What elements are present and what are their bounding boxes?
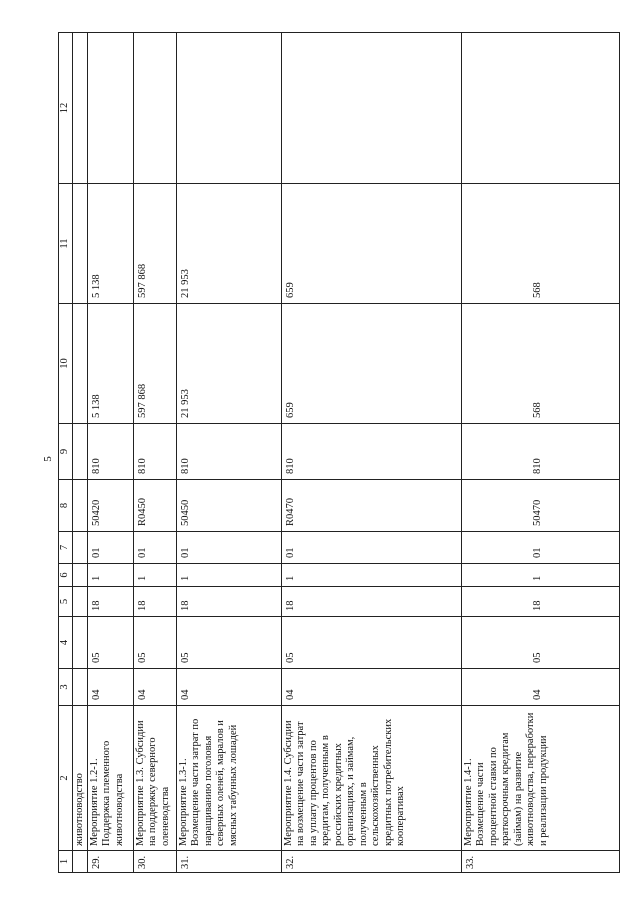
cell-c3: 04 [87,669,133,706]
cell-c11: 568 [461,184,619,304]
cell-c11: 597 868 [133,184,176,304]
cell-c5: 18 [281,587,461,617]
cell-c4: 05 [281,617,461,669]
cell-c8: R0470 [281,480,461,532]
header-cell: 1 [59,851,73,873]
header-cell: 7 [59,532,73,564]
cell-c9: 810 [281,424,461,480]
cell-c12 [281,33,461,184]
cell-c7: 01 [281,532,461,564]
cell-c12 [133,33,176,184]
cell-c8: R0450 [133,480,176,532]
cell-c10: 21 953 [176,304,281,424]
cell-c10: 659 [281,304,461,424]
cell-c11: 21 953 [176,184,281,304]
cell-c10: 597 868 [133,304,176,424]
cell-c5: 18 [461,587,619,617]
cell-c8: 50470 [461,480,619,532]
header-cell: 5 [59,587,73,617]
header-cell: 6 [59,564,73,587]
cell-c12 [461,33,619,184]
header-cell: 4 [59,617,73,669]
table-row [461,33,619,873]
cell-c4: 05 [461,617,619,669]
activity-name: Мероприятие 1.4. Субсидии на возмещение части затрат на уплату процентов по кредитам, полученным в российских кредитных организациях, и займам, полученным в сельскохозяйственных кредитных потребительских кооперативах [281,706,461,851]
cell-c6: 1 [281,564,461,587]
header-row [59,33,73,873]
budget-table [58,32,620,873]
cell-c7: 01 [87,532,133,564]
cell-c7: 01 [133,532,176,564]
cell-c4: 05 [176,617,281,669]
cell-c4: 05 [87,617,133,669]
activity-name: Мероприятие 1.2-1. Поддержка племенного животноводства [87,706,133,851]
row-number: 32. [281,851,461,873]
cell-c6: 1 [176,564,281,587]
row-number: 30. [133,851,176,873]
continued-label: животноводство [73,706,88,851]
cell-c3: 04 [176,669,281,706]
cell-c7: 01 [461,532,619,564]
cell-c10: 568 [461,304,619,424]
activity-name: Мероприятие 1.3-1. Возмещение части затрат по наращиванию поголовья северных оленей, маралов и мясных табунных лошадей [176,706,281,851]
continuation-row [73,33,88,873]
header-cell: 3 [59,669,73,706]
cell-c8: 50450 [176,480,281,532]
cell-c5: 18 [87,587,133,617]
cell-c9: 810 [176,424,281,480]
rotated-page [58,33,608,873]
cell-c11: 5 138 [87,184,133,304]
cell-c12 [87,33,133,184]
cell-c3: 04 [133,669,176,706]
header-cell: 12 [59,33,73,184]
cell-c7: 01 [176,532,281,564]
row-number: 29. [87,851,133,873]
activity-name: Мероприятие 1.3. Субсидии на поддержку северного оленеводства [133,706,176,851]
cell-c6: 1 [133,564,176,587]
table-row [133,33,176,873]
page-number: 5 [42,456,54,462]
cell-c9: 810 [87,424,133,480]
row-number: 31. [176,851,281,873]
cell-c3: 04 [281,669,461,706]
cell-c11: 659 [281,184,461,304]
header-cell: 9 [59,424,73,480]
cell-c6: 1 [461,564,619,587]
cell-c10: 5 138 [87,304,133,424]
activity-name: Мероприятие 1.4-1. Возмещение части процентной ставки по краткосрочным кредитам (займам) на развитие животноводства, переработки и реализации продукции [461,706,619,851]
cell-c3: 04 [461,669,619,706]
table-row [87,33,133,873]
cell-c8: 50420 [87,480,133,532]
cell-c12 [176,33,281,184]
row-number: 33. [461,851,619,873]
header-cell: 2 [59,706,73,851]
cell-c5: 18 [133,587,176,617]
cell-c4: 05 [133,617,176,669]
table-row [281,33,461,873]
header-cell: 10 [59,304,73,424]
header-cell: 8 [59,480,73,532]
cell-c9: 810 [133,424,176,480]
cell-c9: 810 [461,424,619,480]
header-cell: 11 [59,184,73,304]
cell-c6: 1 [87,564,133,587]
cell-c5: 18 [176,587,281,617]
table-row [176,33,281,873]
